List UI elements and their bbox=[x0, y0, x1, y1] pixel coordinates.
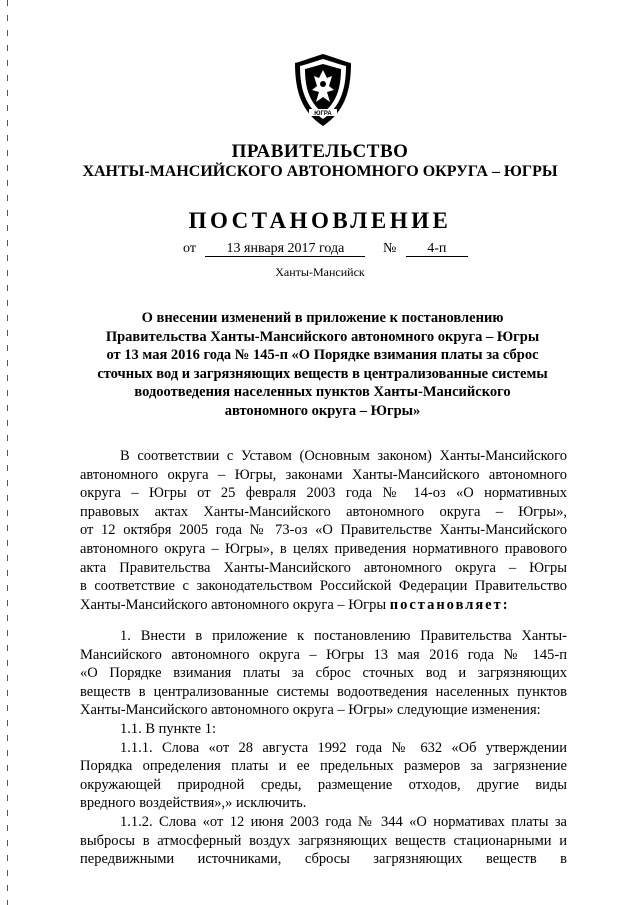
text-line: веществ в централизованные системы водоотведения населенных пунктов bbox=[80, 683, 567, 700]
binding-margin-marks bbox=[6, 0, 9, 905]
document-number: 4-п bbox=[406, 242, 468, 257]
text-line bbox=[80, 596, 567, 615]
text-line: Порядка определения платы и ее предельных размеров за загрязнение bbox=[80, 758, 567, 775]
city-name: Ханты-Мансийск bbox=[275, 265, 365, 279]
date-prefix: от bbox=[183, 241, 196, 256]
text-line: от 12 октября 2005 года № 73-оз «О Правительстве Ханты-Мансийского bbox=[80, 522, 567, 539]
preamble-paragraph bbox=[80, 447, 567, 614]
subject-line: сточных вод и загрязняющих веществ в централизованные системы bbox=[97, 365, 548, 382]
text-line: 1.1.2. Слова «от 12 июня 2003 года № 344 «О нормативах платы за bbox=[120, 813, 567, 830]
subject-line: водоотведения населенных пунктов Ханты-Мансийского bbox=[134, 384, 511, 400]
coat-of-arms-emblem bbox=[292, 52, 354, 128]
text-line: округа – Югры от 25 февраля 2003 года № 14-оз «О нормативных bbox=[80, 485, 567, 502]
document-type: ПОСТАНОВЛЕНИЕ bbox=[188, 208, 452, 233]
text-line: окружающей природной среды, размещение отходов, другие виды bbox=[80, 776, 567, 793]
text-line: В соответствии с Уставом (Основным законом) Ханты-Мансийского bbox=[120, 448, 567, 464]
text-line: «О Порядке взимания платы за сброс сточных вод и загрязняющих bbox=[80, 665, 567, 682]
text-line: правовых актах Ханты-Мансийского автономного округа – Югры», bbox=[80, 503, 567, 520]
text-line: выбросы в атмосферный воздух загрязняющих веществ стационарными и bbox=[80, 832, 567, 849]
government-subtitle: ХАНТЫ-МАНСИЙСКОГО АВТОНОМНОГО ОКРУГА – ЮГРЫ bbox=[82, 163, 558, 180]
subject-line: автономного округа – Югры» bbox=[224, 402, 421, 419]
number-label: № bbox=[382, 241, 397, 256]
text-line: акта Правительства Ханты-Мансийского автономного округа – Югры bbox=[80, 559, 567, 576]
subject-line: Правительства Ханты-Мансийского автономного округа – Югры bbox=[105, 328, 540, 345]
text-line: Ханты-Мансийского автономного округа – Югры» следующие изменения: bbox=[80, 702, 541, 719]
emblem-label: ЮГРА bbox=[314, 111, 332, 117]
item-1-1-heading: 1.1. В пункте 1: bbox=[120, 720, 216, 737]
document-subject bbox=[95, 309, 550, 420]
text-fragment: Ханты-Мансийского автономного округа – Югры bbox=[80, 596, 387, 613]
text-line: автономного округа – Югры, законами Ханты-Мансийского автономного bbox=[80, 466, 567, 483]
text-line: автономного округа – Югры», в целях приведения нормативного правового bbox=[80, 540, 567, 557]
text-line: 1. Внести в приложение к постановлению Правительства Ханты- bbox=[120, 628, 567, 644]
text-line: Мансийского автономного округа – Югры 13 мая 2016 года № 145-п bbox=[80, 646, 567, 663]
government-title: ПРАВИТЕЛЬСТВО bbox=[231, 141, 409, 162]
resolution-word: постановляет: bbox=[389, 596, 510, 613]
document-date: 13 января 2017 года bbox=[205, 242, 365, 257]
text-line: передвижными источниками, сбросы загрязняющих веществ в bbox=[80, 851, 567, 868]
text-line: 1.1.1. Слова «от 28 августа 1992 года № 632 «Об утверждении bbox=[120, 739, 567, 756]
subject-line: от 13 мая 2016 года № 145-п «О Порядке взимания платы за сброс bbox=[106, 347, 539, 363]
text-line: в соответствие с законодательством Российской Федерации Правительство bbox=[80, 578, 567, 595]
text-line: вредного воздействия»,» исключить. bbox=[80, 795, 307, 812]
subject-line: О внесении изменений в приложение к постановлению bbox=[141, 310, 504, 326]
date-number-line bbox=[183, 241, 468, 257]
item-1-paragraph bbox=[80, 627, 567, 869]
